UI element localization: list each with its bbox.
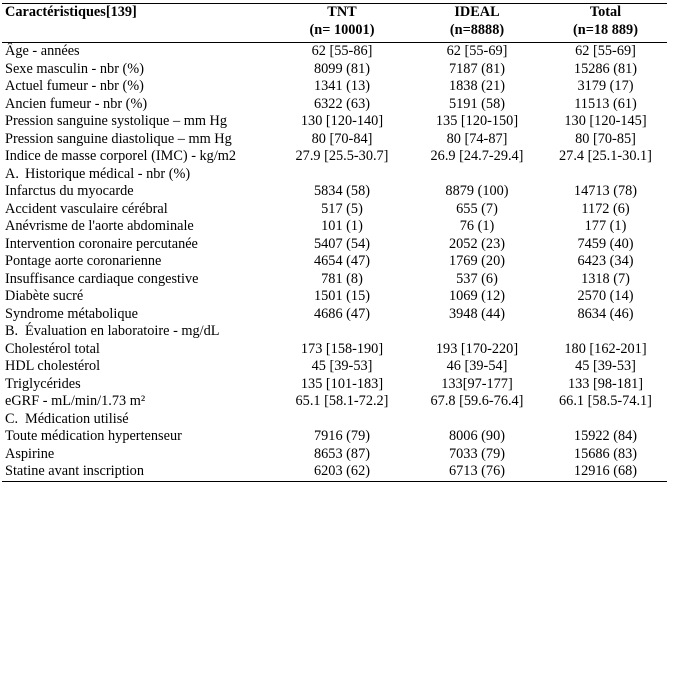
table-row [2, 131, 667, 149]
cell-total: 62 [55-69] [575, 43, 636, 59]
cell-ideal: 1838 (21) [449, 78, 505, 94]
cell-total: 45 [39-53] [575, 358, 636, 374]
table-row [2, 61, 667, 79]
header-ideal: IDEAL (n=8888) [410, 4, 544, 43]
row-label: Actuel fumeur - nbr (%) [5, 78, 144, 94]
row-label: Statine avant inscription [2, 463, 274, 481]
table-row [2, 271, 667, 289]
section-label: Évaluation en laboratoire - mg/dL [25, 323, 220, 339]
row-label: Pression sanguine diastolique – mm Hg [5, 130, 232, 147]
table-row [2, 393, 667, 411]
cell-total: 3179 (17) [577, 78, 634, 94]
row-label: Triglycérides [5, 375, 81, 392]
empty-cell [544, 323, 667, 341]
cell-tnt: 517 (5) [321, 200, 363, 217]
section-row [2, 166, 667, 184]
cell-ideal: 62 [55-69] [446, 43, 508, 59]
table-row [2, 96, 667, 114]
cell-total: 1172 (6) [581, 200, 630, 217]
row-label: Sexe masculin - nbr (%) [5, 60, 144, 77]
cell-total: 66.1 [58.5-74.1] [559, 393, 652, 409]
cell-total: 12916 (68) [544, 463, 667, 481]
cell-total: 7459 (40) [577, 235, 634, 252]
table-row [2, 218, 667, 236]
cell-ideal: 5191 (58) [449, 95, 505, 112]
row-label: Cholestérol total [5, 340, 100, 357]
cell-tnt: 101 (1) [321, 218, 363, 234]
cell-total: 180 [162-201] [564, 340, 647, 357]
cell-tnt: 45 [39-53] [311, 358, 373, 374]
row-label: Syndrome métabolique [5, 305, 139, 322]
row-label: HDL cholestérol [5, 358, 101, 374]
table-row [2, 306, 667, 324]
cell-total: 133 [98-181] [567, 375, 644, 392]
cell-tnt: 130 [120-140] [300, 113, 384, 129]
cell-ideal: 135 [120-150] [435, 113, 519, 129]
empty-cell [274, 411, 410, 429]
table-row [2, 358, 667, 376]
cell-ideal: 76 (1) [459, 218, 495, 234]
cell-ideal: 2052 (23) [449, 235, 505, 252]
cell-ideal: 80 [74-87] [446, 130, 508, 147]
cell-tnt: 80 [70-84] [311, 130, 373, 147]
empty-cell [274, 323, 410, 341]
table-row [2, 428, 667, 446]
table-row [2, 253, 667, 271]
cell-total: 15286 (81) [573, 60, 638, 77]
cell-tnt: 27.9 [25.5-30.7] [295, 148, 389, 164]
table-row [2, 446, 667, 464]
cell-total: 2570 (14) [577, 288, 634, 304]
cell-total: 15922 (84) [573, 428, 638, 444]
table-row [2, 148, 667, 166]
empty-cell [410, 323, 544, 341]
section-heading [2, 166, 274, 184]
cell-tnt: 8653 (87) [314, 445, 370, 462]
cell-total: 27.4 [25.1-30.1] [559, 148, 652, 164]
cell-tnt: 8099 (81) [314, 60, 370, 77]
section-heading [2, 411, 274, 429]
row-label: Âge - années [5, 43, 80, 59]
cell-ideal: 7033 (79) [449, 445, 505, 462]
cell-tnt: 65.1 [58.1-72.2] [295, 393, 389, 409]
cell-ideal: 26.9 [24.7-29.4] [430, 148, 524, 164]
section-row [2, 411, 667, 429]
empty-cell [274, 166, 410, 184]
row-label: Aspirine [5, 445, 55, 462]
cell-ideal: 537 (6) [456, 270, 498, 287]
section-label: Historique médical - nbr (%) [25, 165, 191, 182]
cell-tnt: 781 (8) [321, 270, 363, 287]
cell-tnt: 1501 (15) [314, 288, 370, 304]
cell-tnt: 62 [55-86] [311, 43, 373, 59]
header-total: Total (n=18 889) [544, 4, 667, 43]
cell-ideal: 67.8 [59.6-76.4] [430, 393, 524, 409]
cell-ideal: 655 (7) [456, 200, 498, 217]
table-row [2, 376, 667, 394]
row-label: Insuffisance cardiaque congestive [5, 270, 199, 287]
table-row [2, 43, 667, 61]
cell-total: 130 [120-145] [564, 113, 647, 129]
header-characteristics: Caractéristiques[139] [2, 4, 274, 43]
cell-tnt: 173 [158-190] [300, 340, 384, 357]
table-row [2, 288, 667, 306]
row-label: Diabète sucré [5, 288, 84, 304]
cell-ideal: 133[97-177] [441, 375, 513, 392]
section-letter: C. [5, 410, 19, 427]
row-label: Toute médication hypertenseur [5, 428, 182, 444]
cell-ideal: 8879 (100) [445, 183, 509, 199]
cell-tnt: 4654 (47) [314, 253, 370, 269]
empty-cell [544, 411, 667, 429]
cell-ideal: 8006 (90) [449, 428, 505, 444]
section-letter: A. [5, 165, 19, 182]
table-row [2, 463, 667, 481]
header-tnt: TNT (n= 10001) [274, 4, 410, 43]
empty-cell [544, 166, 667, 184]
cell-total: 8634 (46) [577, 305, 634, 322]
empty-cell [410, 411, 544, 429]
cell-ideal: 46 [39-54] [446, 358, 508, 374]
row-label: Pression sanguine systolique – mm Hg [5, 113, 227, 129]
row-label: Anévrisme de l'aorte abdominale [5, 218, 194, 234]
table-row [2, 236, 667, 254]
cell-total: 11513 (61) [574, 95, 637, 112]
cell-total: 14713 (78) [573, 183, 638, 199]
row-label: eGRF - mL/min/1.73 m² [5, 393, 146, 409]
cell-total: 15686 (83) [573, 445, 638, 462]
cell-ideal: 193 [170-220] [435, 340, 519, 357]
row-label: Ancien fumeur - nbr (%) [5, 95, 148, 112]
row-label: Indice de masse corporel (IMC) - kg/m2 [5, 148, 237, 164]
characteristics-table [2, 3, 667, 482]
table-row [2, 113, 667, 131]
cell-tnt: 5834 (58) [314, 183, 370, 199]
cell-tnt: 6322 (63) [314, 95, 370, 112]
section-heading [2, 323, 274, 341]
table-row [2, 341, 667, 359]
cell-ideal: 1069 (12) [449, 288, 505, 304]
table-row [2, 183, 667, 201]
row-label: Intervention coronaire percutanée [5, 235, 198, 252]
cell-total: 6423 (34) [577, 253, 634, 269]
cell-ideal: 3948 (44) [449, 305, 505, 322]
cell-total: 80 [70-85] [575, 130, 636, 147]
table-header [2, 4, 667, 43]
row-label: Accident vasculaire cérébral [5, 200, 168, 217]
cell-tnt: 4686 (47) [314, 305, 370, 322]
table-row [2, 201, 667, 219]
cell-tnt: 1341 (13) [314, 78, 370, 94]
table-row [2, 78, 667, 96]
cell-total: 177 (1) [584, 218, 627, 234]
section-letter: B. [5, 323, 19, 339]
section-label: Médication utilisé [25, 410, 129, 427]
cell-ideal: 7187 (81) [449, 60, 505, 77]
row-label: Infarctus du myocarde [5, 183, 134, 199]
cell-tnt: 6203 (62) [274, 463, 410, 481]
empty-cell [410, 166, 544, 184]
cell-tnt: 5407 (54) [314, 235, 370, 252]
cell-tnt: 135 [101-183] [300, 375, 384, 392]
row-label: Pontage aorte coronarienne [5, 253, 162, 269]
table-body [2, 43, 667, 482]
cell-tnt: 7916 (79) [314, 428, 370, 444]
cell-ideal: 1769 (20) [449, 253, 505, 269]
cell-ideal: 6713 (76) [410, 463, 544, 481]
cell-total: 1318 (7) [581, 270, 630, 287]
section-row [2, 323, 667, 341]
